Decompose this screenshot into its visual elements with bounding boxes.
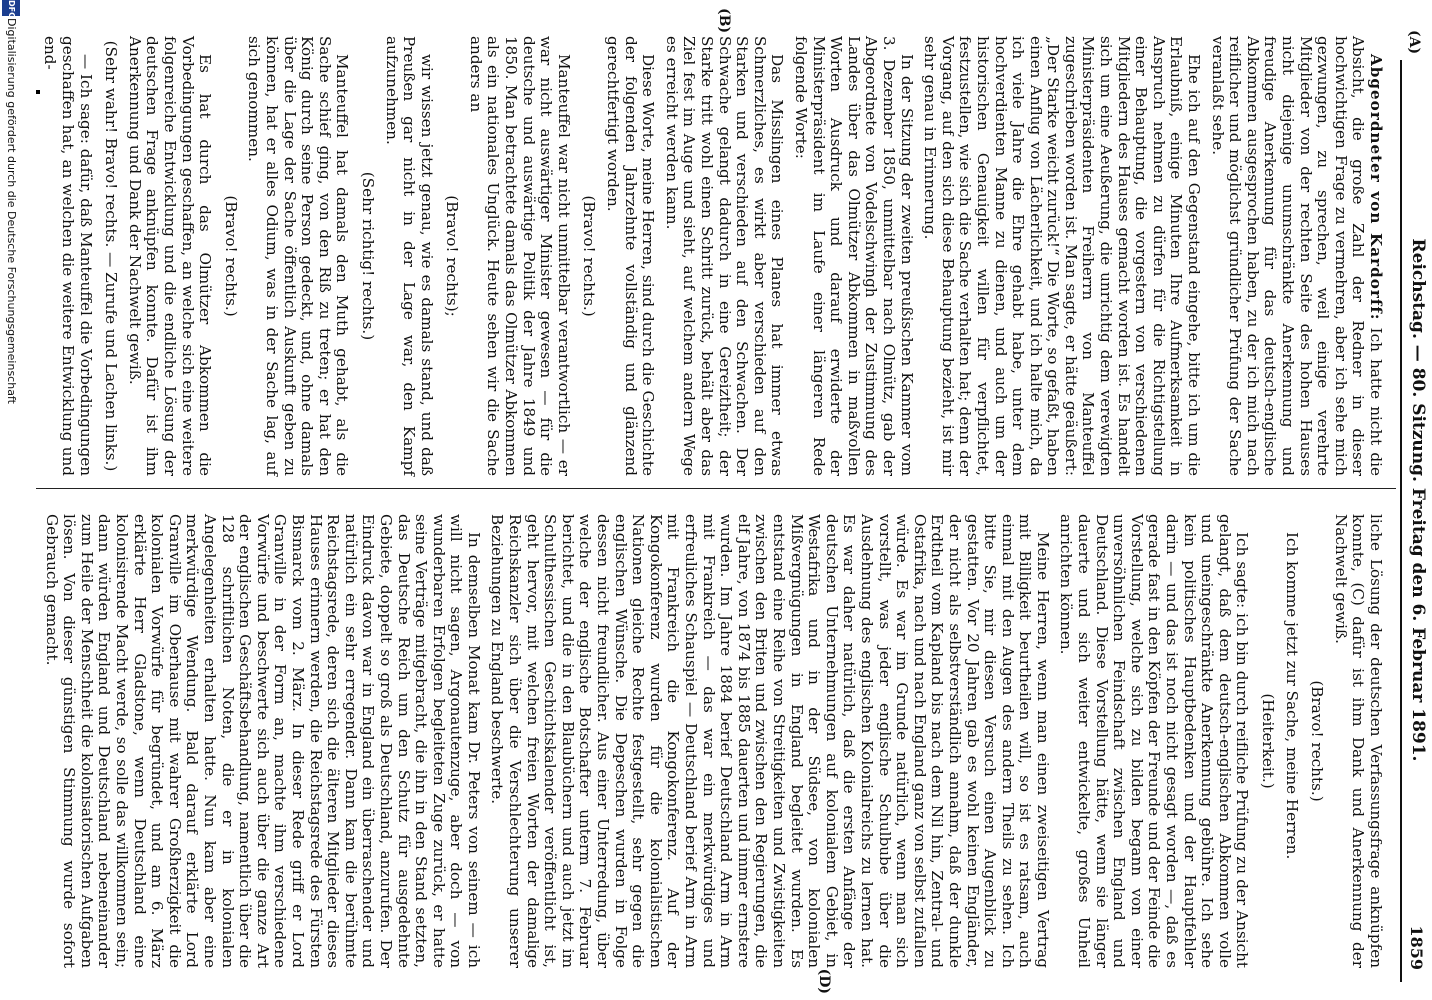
interjection: (Sehr richtig! rechts.)	[358, 171, 377, 341]
paragraph-text: Manteuffel war nicht unmittelbar verantwortlich — er war nicht auswärtiger Minister gewesen — für die deutsche und auswärtige Politik der Jahre 1849 und 1850. Man betrachtete damals das Olmützer Abkommen als ein nationales Unglück. Heute sehen wir die Sache anders an	[466, 36, 573, 476]
paragraph-text: Das Misslingen eines Planes hat immer etwas Schmerzliches, es wirkt aber verschieden auf den Starken und verschieden auf den Schwachen. Der Schwache gelangt dadurch in eine Gereiztheit; der Starke tritt wohl einen Schritt zurück, behält aber das Ziel fest im Auge und sieht, auf welchem andern Wege es erreicht werden kann.	[662, 36, 787, 476]
page-title: Reichstag. — 80. Sitzung. Freitag den 6. Februar 1891.	[1408, 238, 1428, 762]
credit-text: Digitalisierung gefördert durch die Deutsche Forschungsgemeinschaft	[5, 18, 18, 404]
interjection: (Heiterkeit.)	[1259, 693, 1278, 789]
interjection: (Bravo! rechts.)	[580, 195, 599, 317]
paragraph-text: Ich hatte nicht die Absicht, die große Zahl der Redner in dieser hochwichtigen Frage zu vermehren, aber ich sehe mich gezwungen, zu sprechen, weil einige verehrte Mitglieder von der rechten Seite des hohen Hauses nicht diejenige unumschränkte Anerkennung und freudige Anerkennung für das deutsch-englische Abkommen ausgesprochen haben, zu der ich mich nach reiflicher und möglichst gründlicher Prüfung der Sache veranlaßt sehe.	[1208, 36, 1385, 476]
paragraph-text: Ehe ich auf den Gegenstand eingehe, bitte ich um die Erlaubniß, einige Minuten Ihre Aufmerksamkeit in Anspruch nehmen zu dürfen für die Richtigstellung einer Behauptung, die vorgestern von verschiedenen Mitgliedern des Hauses gemacht worden ist. Es handelt sich um eine Aeußerung, die unrichtig dem verewigten Ministerpräsidenten Freiherrn von Manteuffel zugeschrieben worden ist. Man sagte, er hätte geäußert: „Der Starke weicht zurück!“ Die Worte, so gefaßt, haben einen Anflug von Lächerlichkeit, und ich halte mich, da ich viele Jahre die Ehre gehabt habe, unter dem hochverdienten Manne zu dienen, und auch um der historischen Genauigkeit willen für verpflichtet, festzustellen, wie sich die Sache verhalten hat; denn der Vorgang, auf den sich diese Behauptung bezieht, ist mir sehr genau in Erinnerung.	[921, 36, 1204, 476]
margin-marker-b: (B)	[716, 8, 732, 34]
header-left-marker: (A)	[1406, 30, 1422, 55]
speaker-name: Abgeordneter von Kardorff:	[1367, 54, 1385, 321]
paragraph-text: Meine Herren, wenn man einen zweiseitigen Vertrag mit Billigkeit beurtheilen will, so ist es ratsam, auch einmal mit den Augen des andern Theils zu sehen. Ich bitte Sie, mir diesen Versuch einen Augenblick zu gestatten. Vor 20 Jahren gab es wohl keinen Engländer, der nicht als selbstverständlich annahm, daß der dunkle Erdtheil vom Kapland bis nach dem Nil hin, Zentral- und Ostafrika, nach und nach England ganz von selbst zufallen würde. Es war im Grunde natürlich, wenn man sich vorstellt, was jeder englische Schulbube über die Ausdehnung des englischen Kolonialreichs zu lernen hat. Es war daher natürlich, daß die ersten Anfänge der deutschen Unternehmungen auf kolonialem Gebiet, in Westafrika und in der Südsee, von kolonialen Mißvergnügungen in England begleitet wurden. Es entstand eine Reihe von Streitigkeiten und Zwistigkeiten zwischen den Briten und zwischen den Regierungen, die elf Jahre, von 1874 bis 1885 dauerten und immer ernstere wurden. Im Jahre 1884 berief Deutschland Arm in Arm mit Frankreich — das war ein merkwürdiges und erfreuliches Schauspiel — Deutschland berief Arm in Arm mit Frankreich die Kongokonferenz. Auf der Kongokonferenz wurden für die kolonialistischen Nationen gleiche Rechte festgestellt, sehr gegen die englischen Wünsche. Die Depeschen wurden in Folge dessen nicht freundlicher. Aus einer Unterredung, über welche der englische Botschafter unterm 7. Februar berichtet, und die in den Blaubüchern und auch jetzt im Schulthessischen Geschichtskalender veröffentlicht ist, geht hervor, mit welchen freien Worten der damalige Reichskanzler sich über die Verschlechterung unserer Beziehungen zu England beschwerte.	[488, 514, 1052, 968]
paragraph	[603, 36, 656, 476]
paragraph-text: In demselben Monat kam Dr. Peters von seinem — ich will nicht sagen, Argonautenzuge, aber doch — von wunderbaren Erfolgen begleiteten Zuge zurück, er hatte seine Verträge mitgebracht, die ihn in den Stand setzten, das Deutsche Reich um den Schutz für ausgedehnte Gebiete, doppelt so groß als Deutschland, anzurufen. Der Eindruck davon war in England ein überraschender und natürlich ein sehr erregender. Dann kam die berühmte Reichstagsrede, deren sich die älteren Mitglieder dieses Hauses erinnern werden, die Reichstagsrede des Fürsten Bismarck vom 2. März. In dieser Rede griff er Lord Granville in der Form an, machte ihm verschiedene Vorwürfe und beschwerte sich auch über die ganze Art der englischen Geschäftsbehandlung, namentlich über die 128 schriftlichen Noten, die er in kolonialen Angelegenheiten erhalten hatte. Nun kam aber eine merkwürdige Wendung. Bald darauf erklärte Lord Granville im Oberhause mit wahrer Großherzigkeit die kolonialen Vorwürfe für begründet, und am 6. März erklärte Herr Gladstone, wenn Deutschland eine kolonisirende Macht werde, so solle das willkommen sein; dann würden England und Deutschland nebeneinander zum Heile der Menschheit die kolonisatorischen Aufgaben lösen. Von dieser günstigen Stimmung wurde sofort Gebrauch gemacht.	[42, 514, 483, 968]
header-rule	[1400, 60, 1402, 982]
paragraph	[41, 36, 94, 476]
right-column	[36, 514, 1384, 968]
paragraph-text: Diese Worte, meine Herren, sind durch die Geschichte der folgenden Jahrzehnte vollständig und glänzend gerechtfertigt worden.	[604, 36, 658, 476]
paragraph	[1331, 514, 1384, 968]
paragraph	[791, 36, 914, 476]
paragraph-text: Es hat durch das Olmützer Abkommen die Vorbedingungen geschaffen, an welche sich eine weitere folgenreiche Entwicklung und die endliche Lösung der deutschen Frage anknüpfen konnte. Dafür ist ihm Anerkennung und Dank der Nachwelt gewiß.	[125, 36, 215, 476]
digitization-credit	[2, 0, 20, 1000]
paragraph	[382, 36, 435, 476]
paragraph	[1208, 36, 1384, 476]
paragraph	[662, 36, 785, 476]
paragraph-text: liche Lösung der deutschen Verfassungsfrage anknüpfen konnte, (C) dafür ist ihm Dank und Anerkennung der Nachwelt gewiß.	[1331, 514, 1385, 968]
paragraph	[466, 36, 572, 476]
interjection: (Sehr wahr! Bravo! rechts. — Zurufe und Lachen links.)	[102, 40, 121, 472]
paragraph-text: Ich sagte: ich bin durch reifliche Prüfung zu der Ansicht gelangt, daß dem deutsch-englischen Abkommen volle und uneingeschränkte Anerkennung gebühre. Ich sehe kein politisches Hauptbedenken und der Hauptfehler darin — und das ist noch nicht gesagt worden —, daß es gerade fast in den Köpfen der Freunde und der Feinde die Vorstellung, welche sich zu bilden begann von einer unversöhnlichen Feindschaft zwischen England und Deutschland. Diese Vorstellung hätte, wenn sie länger dauerte und sich weiter entwickelte, großes Unheil anrichten können.	[1057, 514, 1252, 968]
paragraph	[488, 514, 1051, 968]
paragraph	[245, 36, 351, 476]
paragraph	[921, 36, 1203, 476]
paragraph-text: wir wissen jetzt genau, wie es damals stand, und daß Preußen gar nicht in der Lage war, den Kampf aufzunehmen.	[382, 36, 436, 476]
dfg-logo-icon: DFG	[2, 0, 20, 16]
paragraph	[1282, 514, 1300, 968]
interjection: (Bravo! rechts.)	[221, 195, 240, 317]
paragraph-text: Manteuffel hat damals den Muth gehabt, als die Sache schief ging, von den Riß zu treten; er hat den König durch seine Person gedeckt, und, ohne damals über die Lage der Sache öffentlich Auskunft geben zu können, hat er alles Odium, was in der Sache lag, auf sich genommen.	[245, 36, 352, 476]
paragraph	[1057, 514, 1251, 968]
paragraph-text: — Ich sage: dafür, daß Manteuffel die Vorbedingungen geschaffen hat, an welchen die weitere Entwicklung und end-	[41, 36, 95, 476]
interjection: (Bravo! rechts);	[443, 195, 462, 317]
paragraph-text: Ich komme jetzt zur Sache, meine Herren.	[1282, 532, 1301, 860]
paragraph	[42, 514, 482, 968]
paragraph	[125, 36, 213, 476]
page-number: 1859	[1407, 925, 1426, 970]
paragraph-text: In der Sitzung der zweiten preußischen Kammer vom 3. Dezember 1850, unmittelbar nach Olmütz, gab der Abgeordnete von Vodelschwingh der Zustimmung des Landes über das Olmützer Abkommen in maßvollen Worten Ausdruck und darauf erwiderte der Ministerpräsident im Laufe einer längeren Rede folgende Worte:	[792, 36, 916, 476]
column-divider	[36, 488, 1396, 489]
left-column	[35, 36, 1384, 476]
scan-speck	[36, 90, 40, 94]
margin-marker-d: (D)	[816, 968, 832, 994]
interjection: (Bravo! rechts.)	[1308, 680, 1327, 802]
